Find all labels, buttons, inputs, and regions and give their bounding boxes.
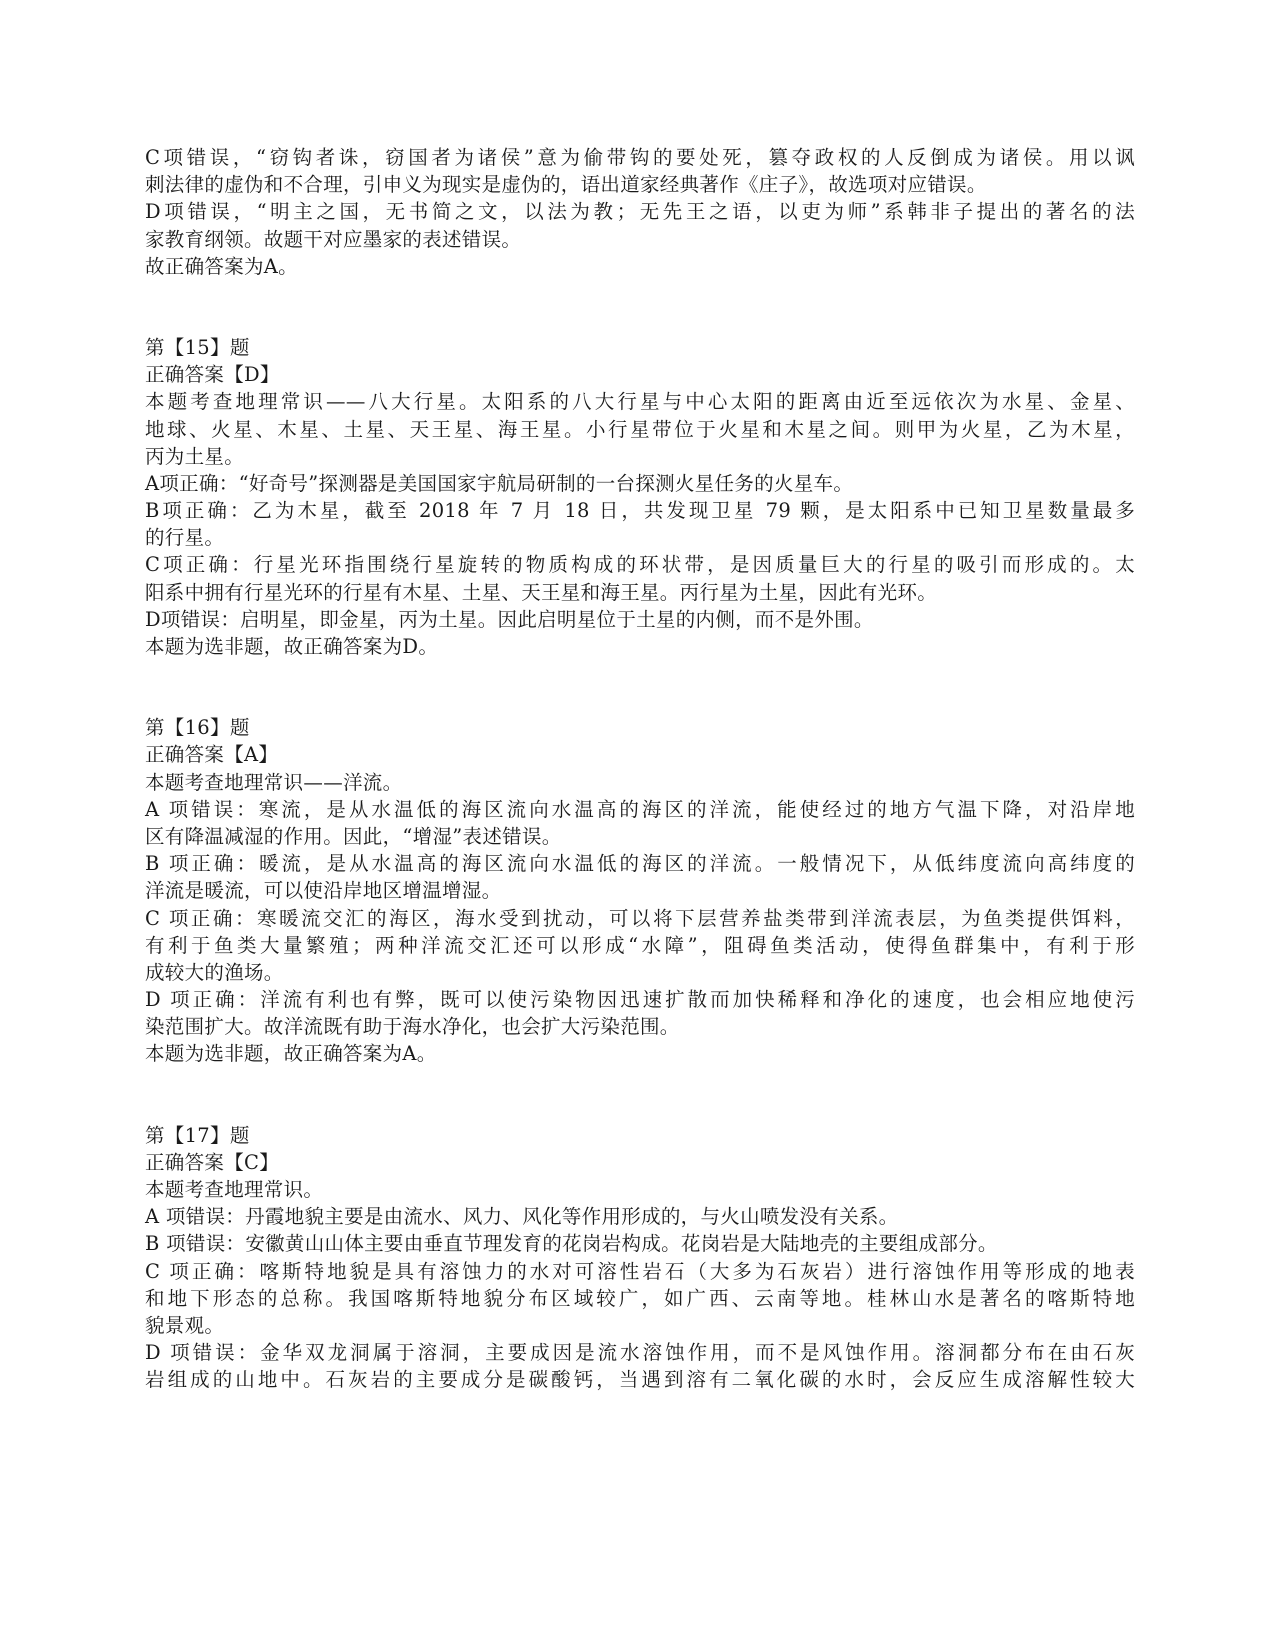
option-b-line: B 项正确：暖流，是从水温高的海区流向水温低的海区的洋流。一般情况下，从低纬度流向高纬度的 [145, 852, 1135, 876]
correct-answer: 正确答案【C】 [145, 1150, 280, 1174]
option-a-line: A项正确：“好奇号”探测器是美国国家宇航局研制的一台探测火星任务的火星车。 [145, 471, 854, 495]
option-b-line: B 项错误：安徽黄山山体主要由垂直节理发育的花岗岩构成。花岗岩是大陆地壳的主要组成部分。 [145, 1232, 998, 1256]
option-d-line: D项错误：启明星，即金星，丙为土星。因此启明星位于土星的内侧，而不是外围。 [145, 607, 874, 631]
text-line: 本题考查地理常识。 [145, 1178, 324, 1201]
section-spacer [145, 660, 1135, 714]
conclusion-line: 本题为选非题，故正确答案为A。 [145, 1042, 437, 1066]
text-line: 貌景观。 [145, 1313, 225, 1337]
text-line: 丙为土星。 [145, 444, 245, 468]
option-a-line: A 项错误：寒流，是从水温低的海区流向水温高的海区的洋流，能使经过的地方气温下降，对沿岸地 [145, 797, 1135, 821]
text-line: 地球、火星、木星、土星、天王星、海王星。小行星带位于火星和木星之间。则甲为火星，乙为木星， [145, 417, 1135, 441]
text-line: 阳系中拥有行星光环的行星有木星、土星、天王星和海王星。丙行星为土星，因此有光环。 [145, 580, 938, 604]
question-title: 第【15】题 [145, 335, 250, 359]
option-c-line: C 项正确：寒暖流交汇的海区，海水受到扰动，可以将下层营养盐类带到洋流表层，为鱼类提供饵料， [145, 906, 1135, 930]
text-line: 有利于鱼类大量繁殖；两种洋流交汇还可以形成“水障”，阻碍鱼类活动，使得鱼群集中，有利于形 [145, 933, 1135, 957]
text-line: 成较大的渔场。 [145, 960, 284, 984]
question-title: 第【17】题 [145, 1123, 250, 1147]
document-page [145, 144, 1135, 1394]
question-16 [145, 714, 1135, 1067]
question-title: 第【16】题 [145, 716, 250, 740]
text-line: D项错误，“明主之国，无书简之文，以法为教；无先王之语，以吏为师”系韩非子提出的著名的法 [145, 200, 1135, 224]
conclusion-line: 故正确答案为A。 [145, 254, 298, 278]
previous-question-tail [145, 144, 1135, 280]
text-line: 本题考查地理常识——洋流。 [145, 770, 403, 794]
text-line: 家教育纲领。故题干对应墨家的表述错误。 [145, 227, 522, 251]
text-line: 区有降温减湿的作用。因此，“增湿”表述错误。 [145, 824, 562, 848]
text-line: 的行星。 [145, 526, 225, 550]
option-d-line: D 项正确：洋流有利也有弊，既可以使污染物因迅速扩散而加快稀释和净化的速度，也会相应地使污 [145, 988, 1135, 1012]
text-line: C项错误，“窃钩者诛，窃国者为诸侯”意为偷带钩的要处死，篡夺政权的人反倒成为诸侯。用以讽 [145, 146, 1135, 169]
question-15 [145, 334, 1135, 660]
correct-answer: 正确答案【D】 [145, 363, 280, 387]
text-line: 岩组成的山地中。石灰岩的主要成分是碳酸钙，当遇到溶有二氧化碳的水时，会反应生成溶解性较大 [145, 1368, 1135, 1392]
text-line: 洋流是暖流，可以使沿岸地区增温增湿。 [145, 879, 502, 903]
section-spacer [145, 280, 1135, 334]
question-17 [145, 1122, 1135, 1394]
option-c-line: C项正确：行星光环指围绕行星旋转的物质构成的环状带，是因质量巨大的行星的吸引而形成的。太 [145, 553, 1135, 577]
section-spacer [145, 1068, 1135, 1122]
text-line: 染范围扩大。故洋流既有助于海水净化，也会扩大污染范围。 [145, 1015, 680, 1039]
option-d-line: D 项错误：金华双龙洞属于溶洞，主要成因是流水溶蚀作用，而不是风蚀作用。溶洞都分布在由石灰 [145, 1341, 1135, 1365]
text-line: 刺法律的虚伪和不合理，引申义为现实是虚伪的，语出道家经典著作《庄子》，故选项对应错误。 [145, 173, 987, 197]
text-line: 和地下形态的总称。我国喀斯特地貌分布区域较广，如广西、云南等地。桂林山水是著名的喀斯特地 [145, 1286, 1135, 1310]
option-c-line: C 项正确：喀斯特地貌是具有溶蚀力的水对可溶性岩石（大多为石灰岩）进行溶蚀作用等形成的地表 [145, 1259, 1135, 1283]
option-a-line: A 项错误：丹霞地貌主要是由流水、风力、风化等作用形成的，与火山喷发没有关系。 [145, 1205, 899, 1229]
conclusion-line: 本题为选非题，故正确答案为D。 [145, 635, 439, 658]
correct-answer: 正确答案【A】 [145, 743, 279, 767]
option-b-line: B项正确：乙为木星，截至 2018 年 7 月 18 日，共发现卫星 79 颗，是太阳系中已知卫星数量最多 [145, 499, 1135, 523]
text-line: 本题考查地理常识——八大行星。太阳系的八大行星与中心太阳的距离由近至远依次为水星、金星、 [145, 390, 1135, 414]
